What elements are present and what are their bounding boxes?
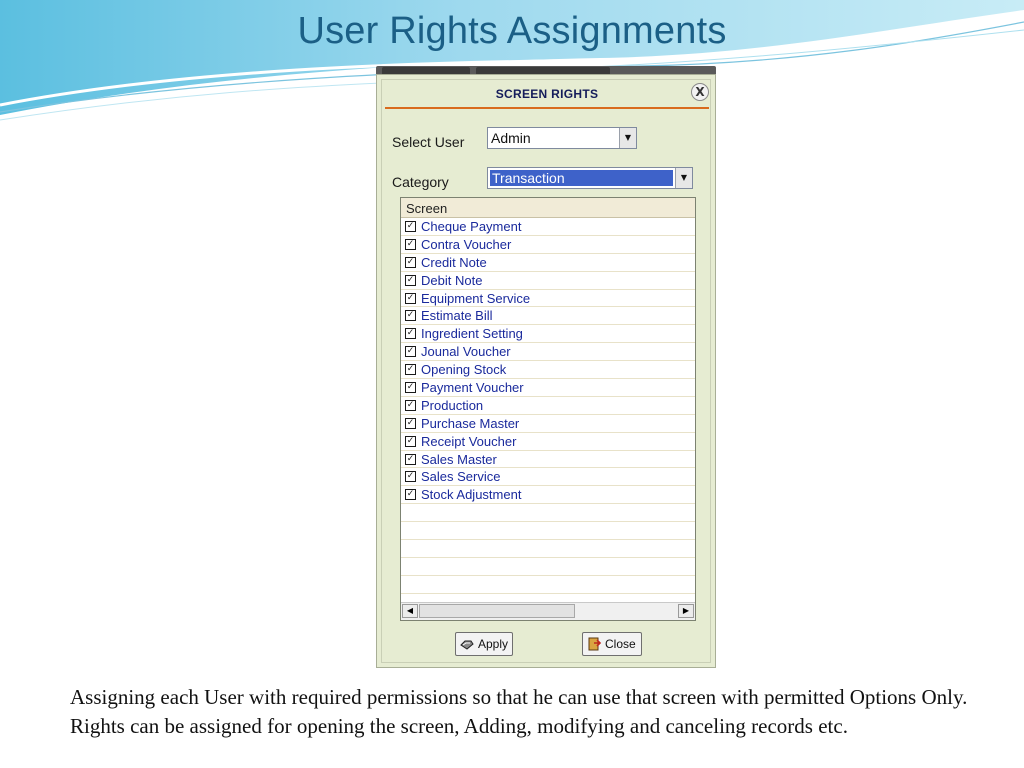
close-icon[interactable]: X xyxy=(691,83,709,101)
checkbox-icon[interactable]: ✓ xyxy=(406,417,415,428)
arrow-right-icon[interactable]: ▶ xyxy=(678,604,694,618)
list-item[interactable] xyxy=(401,236,695,254)
checkbox-icon[interactable]: ✓ xyxy=(406,221,415,231)
select-user-dropdown[interactable] xyxy=(487,127,637,149)
checkbox-icon[interactable]: ✓ xyxy=(406,364,415,375)
checkbox-icon[interactable]: ✓ xyxy=(406,399,415,410)
list-rows xyxy=(401,218,695,600)
list-item-label: Cheque Payment xyxy=(421,219,522,234)
close-label: Close xyxy=(605,637,636,651)
dialog-titlebar xyxy=(385,83,709,105)
list-item-label: Jounal Voucher xyxy=(421,344,511,360)
list-item-label: Estimate Bill xyxy=(421,308,493,324)
list-header xyxy=(401,198,695,218)
list-item-label: Credit Note xyxy=(421,254,487,270)
checkbox-icon[interactable]: ✓ xyxy=(406,274,415,285)
empty-list-row xyxy=(401,504,695,522)
list-item[interactable] xyxy=(401,468,695,486)
checkbox-icon[interactable]: ✓ xyxy=(406,292,415,303)
apply-button[interactable] xyxy=(455,632,513,656)
list-item-label: Contra Voucher xyxy=(421,236,512,252)
list-item[interactable] xyxy=(401,433,695,451)
apply-icon xyxy=(459,636,475,652)
close-button[interactable] xyxy=(582,632,642,656)
apply-label: Apply xyxy=(478,637,509,651)
category-value: Transaction xyxy=(490,170,673,186)
list-item-label: Equipment Service xyxy=(421,290,531,306)
empty-list-row xyxy=(401,558,695,576)
list-item-label: Sales Service xyxy=(421,469,501,485)
chevron-down-icon[interactable]: ▼ xyxy=(675,168,692,188)
dialog-title: SCREEN RIGHTS xyxy=(495,87,599,101)
checkbox-icon[interactable]: ✓ xyxy=(406,435,415,446)
column-header-screen: Screen xyxy=(406,201,448,216)
checkbox-icon[interactable]: ✓ xyxy=(406,238,415,249)
list-item-label: Sales Master xyxy=(421,451,497,467)
list-item[interactable] xyxy=(401,379,695,397)
checkbox-icon[interactable]: ✓ xyxy=(406,310,415,321)
checkbox-icon[interactable]: ✓ xyxy=(406,346,415,357)
empty-list-row xyxy=(401,540,695,558)
checkbox-icon[interactable]: ✓ xyxy=(406,471,415,482)
horizontal-scrollbar[interactable] xyxy=(401,602,695,620)
list-item-label: Ingredient Setting xyxy=(421,326,523,342)
close-door-icon xyxy=(586,636,602,652)
list-item-label: Stock Adjustment xyxy=(421,487,522,503)
arrow-left-icon[interactable]: ◀ xyxy=(402,604,418,618)
checkbox-icon[interactable]: ✓ xyxy=(406,489,415,500)
title-accent-line xyxy=(385,107,709,109)
list-item[interactable] xyxy=(401,290,695,308)
list-item[interactable] xyxy=(401,254,695,272)
screen-rights-list xyxy=(400,197,696,621)
empty-list-row xyxy=(401,522,695,540)
slide-title: User Rights Assignments xyxy=(297,10,727,52)
checkbox-icon[interactable]: ✓ xyxy=(406,382,415,393)
list-item[interactable] xyxy=(401,486,695,504)
list-item[interactable] xyxy=(401,343,695,361)
list-item[interactable] xyxy=(401,451,695,469)
list-item[interactable] xyxy=(401,307,695,325)
list-item-label: Opening Stock xyxy=(421,362,507,378)
category-label: Category xyxy=(392,174,449,190)
list-item[interactable] xyxy=(401,397,695,415)
slide-caption: Assigning each User with required permissions so that he can use that screen with permitted Options Only. Rights can be assigned for opening the screen, Adding, modifying and canceling records etc. xyxy=(70,685,968,738)
checkbox-icon[interactable]: ✓ xyxy=(406,328,415,339)
list-item-label: Production xyxy=(421,397,484,413)
list-item[interactable] xyxy=(401,415,695,433)
list-item-label: Debit Note xyxy=(421,272,483,288)
list-item[interactable] xyxy=(401,272,695,290)
list-item-label: Receipt Voucher xyxy=(421,433,517,449)
checkbox-icon[interactable]: ✓ xyxy=(406,453,415,464)
list-item[interactable] xyxy=(401,361,695,379)
empty-list-row xyxy=(401,576,695,594)
select-user-label: Select User xyxy=(392,134,465,150)
chevron-down-icon[interactable]: ▼ xyxy=(619,128,636,148)
empty-list-row xyxy=(401,594,695,600)
list-item-label: Payment Voucher xyxy=(421,380,524,396)
scrollbar-thumb[interactable] xyxy=(419,604,575,618)
list-item-label: Purchase Master xyxy=(421,415,520,431)
list-item[interactable] xyxy=(401,325,695,343)
list-item[interactable] xyxy=(401,218,695,236)
select-user-value: Admin xyxy=(491,130,531,146)
checkbox-icon[interactable]: ✓ xyxy=(406,256,415,267)
category-dropdown[interactable] xyxy=(487,167,693,189)
